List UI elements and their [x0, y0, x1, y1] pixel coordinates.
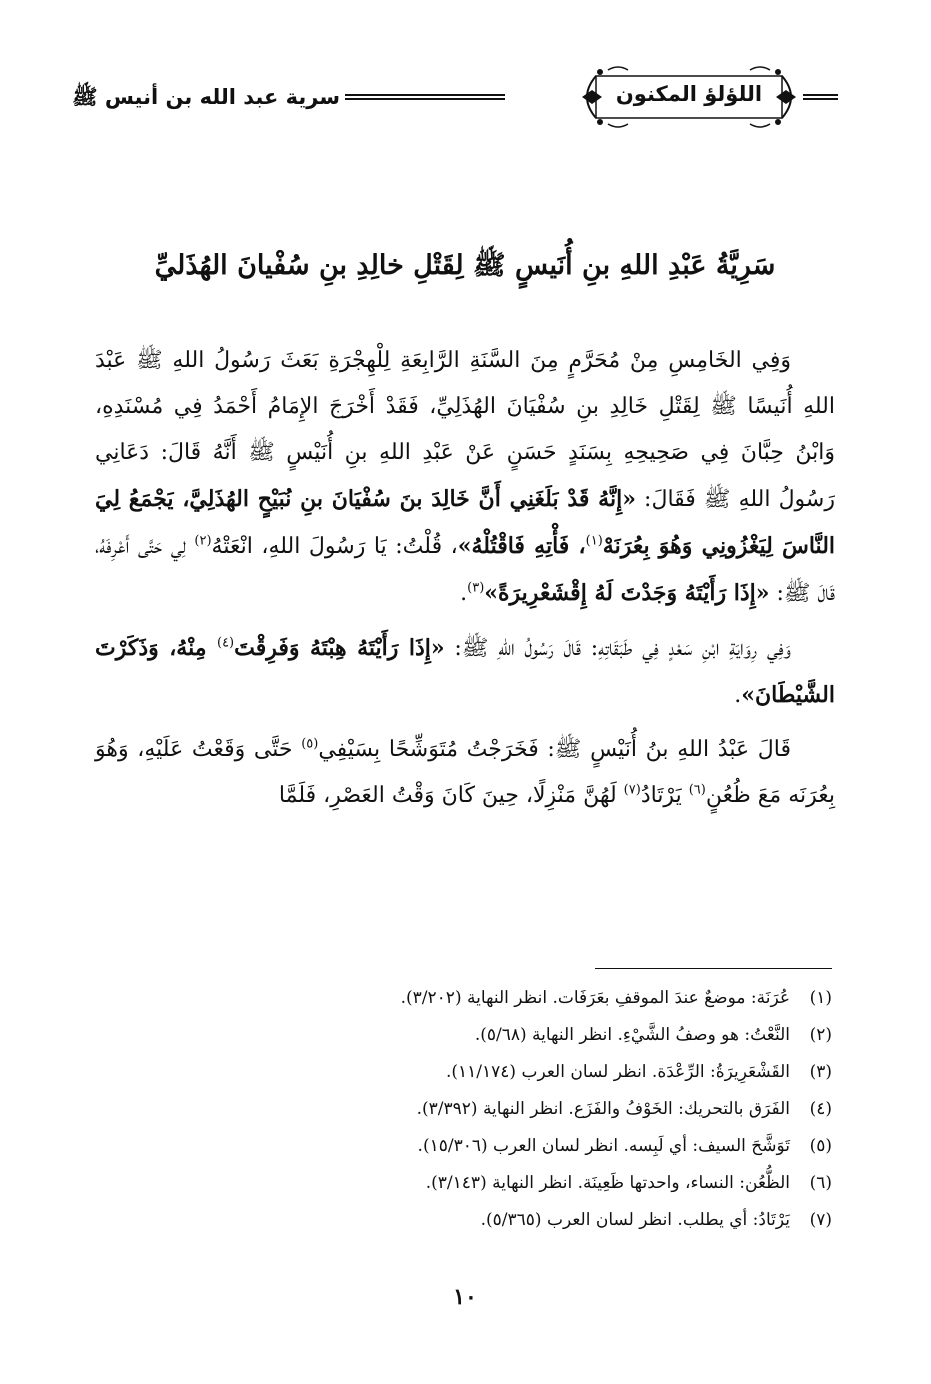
footnote-5 — [150, 1128, 832, 1165]
footnote-2 — [150, 1017, 832, 1054]
hadith-quote: مِنْهُ، وَذَكَرْتَ الشَّيْطَانَ» — [95, 635, 835, 708]
text-run: لَهُنَّ مَنْزِلًا، حِينَ كَانَ وَقْتُ العَصْرِ، فَلَمَّا — [278, 783, 624, 808]
text-run: يَرْتَادُ — [640, 783, 689, 808]
book-title: اللؤلؤ المكنون — [615, 82, 763, 106]
footnote-text: القَشْعَرِيرَةُ: الرِّعْدَة. انظر لسان العرب (١١/١٧٤). — [445, 1062, 790, 1082]
text-run: حَتَّى وَقَعْتُ عَلَيْهِ، وَهُوَ بِعُرَنَه مَعَ ظُعُنٍ — [95, 737, 835, 808]
footnote-separator — [595, 968, 832, 969]
text-run: قَالَ عَبْدُ اللهِ بنُ أُنَيْسٍ ﷺ: فَخَرَجْتُ مُتَوَشِّحًا بِسَيْفِي — [318, 737, 791, 762]
book-title-ornament — [578, 62, 800, 132]
footnote-number: (١) — [809, 988, 832, 1008]
text-run: وَفِي رِوَايَةِ ابْنِ سَعْدٍ فِي طَبَقَاتِهِ: قَالَ رَسُولُ اللهِ ﷺ: — [444, 636, 791, 661]
text-run: . — [460, 581, 468, 606]
hadith-quote: «إِذَا رَأَيْتَهُ وَجَدْتَ لَهُ إِقْشَعْرِيرَةً» — [484, 580, 770, 606]
footnote-ref-3[interactable]: (٣) — [467, 580, 485, 596]
footnote-number: (٤) — [809, 1099, 832, 1119]
footnote-text: الفَرَق بالتحريك: الخَوْفُ والفَزَع. انظر النهاية (٣/٣٩٢). — [416, 1099, 790, 1119]
text-run: . — [734, 683, 742, 708]
text-run: ، قُلْتُ: يَا رَسُولَ اللهِ، انْعَتْهُ — [211, 534, 458, 559]
text-run: لِي حَتَّى أَعْرِفَهُ، قَالَ ﷺ: — [95, 534, 835, 606]
footnote-text: الظُّعُن: النساء، واحدتها ظَعِينَة. انظر النهاية (٣/١٤٣). — [425, 1173, 790, 1193]
footnote-6 — [150, 1165, 832, 1202]
text-run: وَفِي الخَامِسِ مِنْ مُحَرَّمٍ مِنَ السَّنَةِ الرَّابِعَةِ لِلْهِجْرَةِ بَعَثَ رَسُولُ اللهِ ﷺ عَبْدَ اللهِ أُنَيسًا ﷺ لِقَتْلِ خَالِدِ بنِ سُفْيَانَ الهُذَلِيِّ، فَقَدْ أَخْرَجَ الإِمَامُ أَحْمَدُ فِي مُسْنَدِهِ، وَابْنُ حِبَّانَ فِي صَحِيحِهِ بِسَنَدٍ حَسَنٍ عَنْ عَبْدِ اللهِ بنِ أُنَيْسٍ ﷺ أَنَّهُ قَالَ: دَعَانِي رَسُولُ اللهِ ﷺ فَقَالَ: — [95, 348, 835, 512]
footnote-4 — [150, 1091, 832, 1128]
footnote-number: (٥) — [809, 1136, 832, 1156]
page-number: ١٠ — [453, 1284, 477, 1310]
footnote-number: (٣) — [809, 1062, 832, 1082]
header-rule-right — [803, 94, 838, 100]
footnote-text: تَوَشَّحَ السيف: أي لَبِسه. انظر لسان العرب (١٥/٣٠٦). — [417, 1136, 790, 1156]
footnote-text: النَّعْتُ: هو وصفُ الشَّيْءِ. انظر النهاية (٥/٦٨). — [474, 1025, 790, 1045]
section-title: سرية عبد الله بن أنيس ﷺ — [72, 85, 340, 109]
hadith-quote: «إِنَّهُ قَدْ بَلَغَنِي أَنَّ خَالِدَ بنَ سُفْيَانَ بنِ نُبَيْحٍ الهُذَلِيَّ، يَجْمَعُ لِيَ النَّاسَ لِيَغْزُونِي وَهُوَ بِعُرَنَهْ — [95, 486, 836, 559]
hadith-quote: «إِذَا رَأَيْتَهُ هِبْتَهُ وَفَرِقْتَ — [234, 635, 445, 661]
footnote-ref-4[interactable]: (٤) — [216, 635, 235, 651]
hadith-quote: ، فَأْتِهِ فَاقْتُلْهُ» — [457, 533, 586, 559]
paragraph-2 — [95, 625, 835, 719]
footnote-text: عُرَنَة: موضعٌ عندَ الموقفِ بعَرَفَات. انظر النهاية (٣/٢٠٢). — [400, 988, 790, 1008]
running-header — [0, 0, 931, 160]
footnote-ref-5[interactable]: (٥) — [301, 736, 319, 752]
paragraph-1 — [95, 338, 835, 617]
body-text — [95, 338, 835, 827]
footnote-ref-2[interactable]: (٢) — [194, 533, 212, 549]
footnote-3 — [150, 1054, 832, 1091]
footnote-ref-6[interactable]: (٦) — [688, 782, 706, 798]
footnote-7 — [150, 1202, 832, 1239]
footnote-number: (٧) — [809, 1210, 832, 1230]
footnote-text: يَرْتَادُ: أي يطلب. انظر لسان العرب (٥/٣٦٥). — [480, 1210, 790, 1230]
footnote-1 — [150, 980, 832, 1017]
chapter-title: سَرِيَّةُ عَبْدِ اللهِ بنِ أُنَيسٍ ﷺ لِقَتْلِ خالِدِ بنِ سُفْيانَ الهُذَليِّ — [154, 250, 776, 281]
header-rule-left — [345, 94, 505, 100]
footnote-number: (٦) — [809, 1173, 832, 1193]
footnote-ref-7[interactable]: (٧) — [623, 782, 641, 798]
footnote-number: (٢) — [809, 1025, 832, 1045]
footnote-ref-1[interactable]: (١) — [585, 533, 603, 549]
paragraph-3 — [95, 727, 835, 819]
footnotes — [150, 980, 832, 1239]
